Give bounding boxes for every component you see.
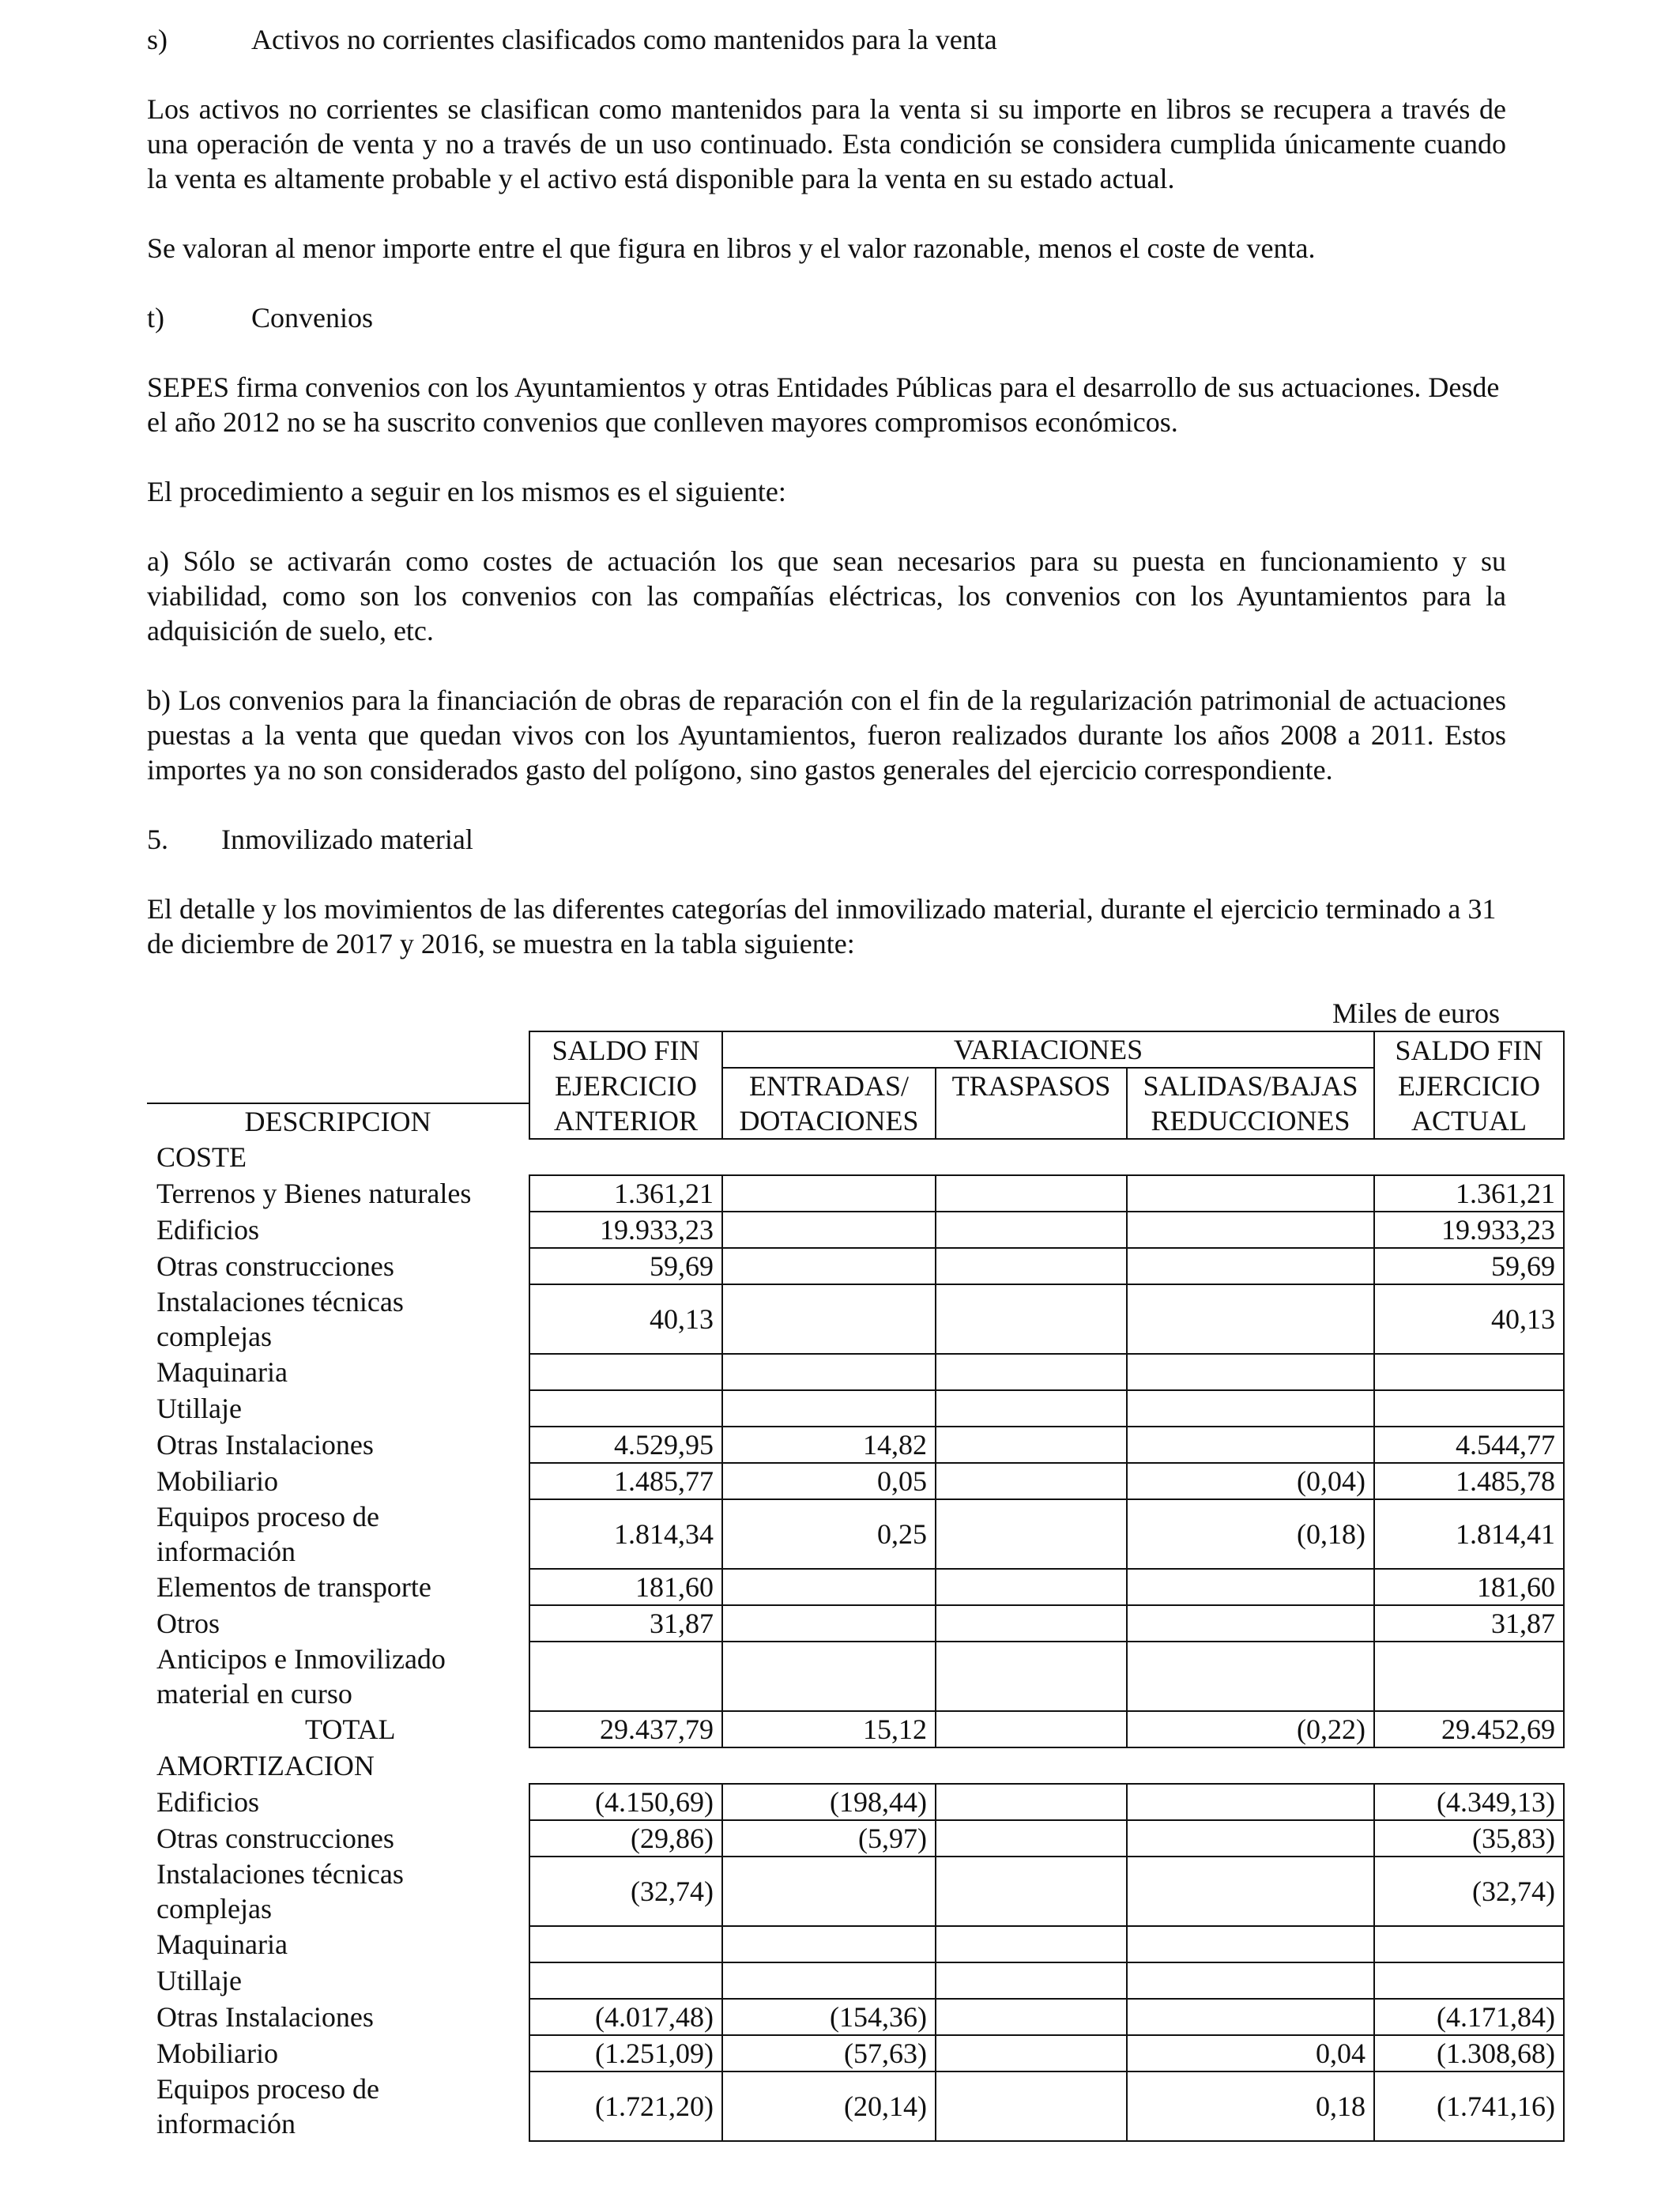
cell-actual: (35,83) [1374, 1820, 1564, 1857]
row-description: Otros [156, 1608, 220, 1639]
row-description: Edificios [156, 1214, 259, 1246]
cell-anterior: 4.529,95 [529, 1427, 722, 1463]
row-description: Edificios [156, 1786, 259, 1818]
cell-salidas [1127, 1820, 1374, 1857]
row-description: Elementos de transporte [156, 1571, 431, 1603]
cell-traspasos [936, 1569, 1127, 1605]
section-s-title: Activos no corrientes clasificados como mantenidos para la venta [251, 24, 997, 55]
document-page [147, 22, 1555, 2142]
section-s-number: s) [147, 24, 168, 55]
section-5-title: Inmovilizado material [221, 824, 473, 855]
cell-salidas [1127, 1284, 1374, 1354]
cell-anterior: 1.814,34 [529, 1499, 722, 1569]
cell-actual [1374, 1354, 1564, 1390]
cell-traspasos [936, 1999, 1127, 2035]
table-row [147, 2071, 1564, 2141]
fixed-assets-table [147, 1031, 1565, 2142]
header-saldo-actual-3: ACTUAL [1374, 1103, 1564, 1139]
section-t-heading [147, 300, 1506, 335]
table-header-row-3 [147, 1103, 1564, 1139]
row-description: Mobiliario [156, 1465, 278, 1497]
cell-traspasos [936, 1711, 1127, 1747]
cell-actual: 19.933,23 [1374, 1212, 1564, 1248]
cell-salidas [1127, 1784, 1374, 1820]
row-description: Otras construcciones [156, 1250, 394, 1282]
cell-anterior [529, 1390, 722, 1427]
cell-traspasos [936, 2035, 1127, 2071]
cell-anterior: 59,69 [529, 1248, 722, 1284]
section-t-paragraph-1: SEPES firma convenios con los Ayuntamientos y otras Entidades Públicas para el desarrollo de sus actuaciones. Desde el año 2012 no se ha suscrito convenios que conlleven mayores compromisos económicos. [147, 371, 1500, 438]
table-row [147, 1642, 1564, 1711]
cell-anterior: (32,74) [529, 1857, 722, 1926]
table-row [147, 1999, 1564, 2035]
cell-actual: (1.741,16) [1374, 2071, 1564, 2141]
header-saldo-anterior-2: EJERCICIO [529, 1068, 722, 1103]
cell-entradas [722, 1390, 936, 1427]
amortizacion-heading-row-label: AMORTIZACION [156, 1750, 375, 1781]
cell-actual [1374, 1642, 1564, 1711]
table-row [147, 1175, 1564, 1212]
row-description: Instalaciones técnicas complejas [156, 1286, 404, 1352]
cell-traspasos [936, 1463, 1127, 1499]
cell-anterior: 29.437,79 [529, 1711, 722, 1747]
table-row [147, 1820, 1564, 1857]
cell-entradas [722, 1175, 936, 1212]
section-t-paragraph-4: b) Los convenios para la financiación de obras de reparación con el fin de la regularización patrimonial de actuaciones puestas a la venta que quedan vivos con los Ayuntamientos, fueron realizados durante los años 2008 a 2011. Estos importes ya no son considerados gasto del polígono, sino gastos generales del ejercicio correspondiente. [147, 684, 1506, 786]
section-5-number: 5. [147, 824, 168, 855]
cell-anterior: (4.017,48) [529, 1999, 722, 2035]
cell-actual: 31,87 [1374, 1605, 1564, 1642]
cell-entradas: (5,97) [722, 1820, 936, 1857]
cell-entradas: (154,36) [722, 1999, 936, 2035]
cell-actual: 1.485,78 [1374, 1463, 1564, 1499]
cell-anterior [529, 1962, 722, 1999]
cell-entradas [722, 1642, 936, 1711]
coste-section [147, 1139, 1564, 1747]
table-header-row-1 [147, 1031, 1564, 1068]
cell-anterior: (1.251,09) [529, 2035, 722, 2071]
row-description: Maquinaria [156, 1356, 288, 1388]
row-description: Equipos proceso de información [156, 2073, 379, 2139]
cell-entradas: (20,14) [722, 2071, 936, 2141]
cell-actual: 29.452,69 [1374, 1711, 1564, 1747]
section-t-number: t) [147, 302, 164, 334]
cell-salidas: (0,18) [1127, 1499, 1374, 1569]
cell-actual: (4.171,84) [1374, 1999, 1564, 2035]
row-description: Otras Instalaciones [156, 1429, 374, 1461]
cell-entradas [722, 1248, 936, 1284]
section-t-paragraph-3: a) Sólo se activarán como costes de actuación los que sean necesarios para su puesta en funcionamiento y su viabilidad, como son los convenios con las compañías eléctricas, los convenios con los Ayuntamientos para la adquisición de suelo, etc. [147, 545, 1506, 647]
table-row [147, 1605, 1564, 1642]
cell-entradas [722, 1605, 936, 1642]
row-description: Utillaje [156, 1965, 242, 1996]
header-saldo-actual-2: EJERCICIO [1374, 1068, 1564, 1103]
cell-traspasos [936, 1926, 1127, 1962]
header-descripcion: DESCRIPCION [244, 1106, 431, 1137]
table-row [147, 1962, 1564, 1999]
cell-salidas [1127, 1427, 1374, 1463]
cell-entradas: (198,44) [722, 1784, 936, 1820]
header-salidas-2: REDUCCIONES [1127, 1103, 1374, 1139]
row-description: Utillaje [156, 1393, 242, 1424]
section-5-heading [147, 822, 1506, 857]
cell-salidas [1127, 1212, 1374, 1248]
cell-actual: 1.814,41 [1374, 1499, 1564, 1569]
table-header-row-2 [147, 1068, 1564, 1103]
cell-anterior: 31,87 [529, 1605, 722, 1642]
cell-traspasos [936, 1212, 1127, 1248]
cell-entradas: 0,05 [722, 1463, 936, 1499]
cell-salidas [1127, 1175, 1374, 1212]
cell-actual [1374, 1926, 1564, 1962]
table-row [147, 1463, 1564, 1499]
section-5-paragraph-1: El detalle y los movimientos de las diferentes categorías del inmovilizado material, durante el ejercicio terminado a 31 de diciembre de 2017 y 2016, se muestra en la tabla siguiente: [147, 893, 1497, 959]
cell-entradas [722, 1857, 936, 1926]
row-description: Terrenos y Bienes naturales [156, 1178, 472, 1209]
cell-traspasos [936, 1175, 1127, 1212]
header-saldo-anterior-3: ANTERIOR [529, 1103, 722, 1139]
cell-entradas [722, 1284, 936, 1354]
cell-traspasos [936, 1354, 1127, 1390]
coste-heading-row-label: COSTE [156, 1141, 247, 1173]
row-description: Equipos proceso de información [156, 1501, 379, 1567]
row-description: TOTAL [305, 1713, 396, 1745]
header-traspasos: TRASPASOS [936, 1068, 1127, 1103]
table-row [147, 1390, 1564, 1427]
cell-traspasos [936, 1499, 1127, 1569]
cell-actual: 1.361,21 [1374, 1175, 1564, 1212]
table-row [147, 2035, 1564, 2071]
amortizacion-heading-row [147, 1747, 1564, 1784]
cell-traspasos [936, 1605, 1127, 1642]
cell-salidas [1127, 1248, 1374, 1284]
cell-salidas: (0,04) [1127, 1463, 1374, 1499]
cell-anterior: 1.361,21 [529, 1175, 722, 1212]
cell-salidas [1127, 1390, 1374, 1427]
cell-anterior: 19.933,23 [529, 1212, 722, 1248]
cell-salidas: 0,04 [1127, 2035, 1374, 2071]
table-row [147, 1354, 1564, 1390]
table-units-label: Miles de euros [1332, 997, 1500, 1029]
cell-actual: 59,69 [1374, 1248, 1564, 1284]
cell-entradas [722, 1354, 936, 1390]
table-row [147, 1427, 1564, 1463]
cell-actual: (32,74) [1374, 1857, 1564, 1926]
row-description: Anticipos e Inmovilizado material en curso [156, 1643, 446, 1710]
cell-salidas: (0,22) [1127, 1711, 1374, 1747]
cell-salidas [1127, 1569, 1374, 1605]
row-description: Otras construcciones [156, 1823, 394, 1854]
header-salidas-1: SALIDAS/BAJAS [1127, 1068, 1374, 1103]
cell-traspasos [936, 2071, 1127, 2141]
cell-actual [1374, 1962, 1564, 1999]
cell-anterior: 40,13 [529, 1284, 722, 1354]
cell-salidas [1127, 1605, 1374, 1642]
section-s-paragraph-1: Los activos no corrientes se clasifican como mantenidos para la venta si su importe en libros se recupera a través de una operación de venta y no a través de un uso continuado. Esta condición se considera cumplida únicamente cuando la venta es altamente probable y el activo está disponible para la venta en su estado actual. [147, 93, 1506, 194]
total-row [147, 1711, 1564, 1747]
cell-traspasos [936, 1642, 1127, 1711]
cell-traspasos [936, 1427, 1127, 1463]
cell-entradas: 0,25 [722, 1499, 936, 1569]
cell-traspasos [936, 1284, 1127, 1354]
row-description: Maquinaria [156, 1928, 288, 1960]
table-row [147, 1212, 1564, 1248]
table-row [147, 1248, 1564, 1284]
header-variaciones: VARIACIONES [722, 1031, 1374, 1068]
table-row [147, 1926, 1564, 1962]
cell-salidas: 0,18 [1127, 2071, 1374, 2141]
cell-actual [1374, 1390, 1564, 1427]
cell-entradas [722, 1212, 936, 1248]
cell-anterior [529, 1354, 722, 1390]
cell-anterior: (1.721,20) [529, 2071, 722, 2141]
cell-anterior: (4.150,69) [529, 1784, 722, 1820]
cell-entradas [722, 1569, 936, 1605]
cell-entradas [722, 1926, 936, 1962]
coste-heading-row [147, 1139, 1564, 1175]
cell-actual: 4.544,77 [1374, 1427, 1564, 1463]
cell-salidas [1127, 1354, 1374, 1390]
cell-salidas [1127, 1999, 1374, 2035]
section-t-title: Convenios [251, 302, 374, 334]
cell-actual: 181,60 [1374, 1569, 1564, 1605]
cell-entradas: 15,12 [722, 1711, 936, 1747]
row-description: Mobiliario [156, 2038, 278, 2069]
cell-actual: (4.349,13) [1374, 1784, 1564, 1820]
cell-anterior: 181,60 [529, 1569, 722, 1605]
row-description: Otras Instalaciones [156, 2001, 374, 2033]
cell-actual: 40,13 [1374, 1284, 1564, 1354]
table-row [147, 1499, 1564, 1569]
cell-traspasos [936, 1390, 1127, 1427]
header-saldo-anterior-1: SALDO FIN [529, 1031, 722, 1068]
header-entradas-1: ENTRADAS/ [722, 1068, 936, 1103]
cell-entradas: (57,63) [722, 2035, 936, 2071]
cell-anterior: (29,86) [529, 1820, 722, 1857]
section-s-heading [147, 22, 1506, 57]
cell-anterior [529, 1642, 722, 1711]
cell-traspasos [936, 1248, 1127, 1284]
amortizacion-section [147, 1747, 1564, 2141]
header-saldo-actual-1: SALDO FIN [1374, 1031, 1564, 1068]
cell-traspasos [936, 1784, 1127, 1820]
table-row [147, 1569, 1564, 1605]
cell-entradas [722, 1962, 936, 1999]
cell-actual: (1.308,68) [1374, 2035, 1564, 2071]
cell-salidas [1127, 1962, 1374, 1999]
table-row [147, 1284, 1564, 1354]
cell-salidas [1127, 1642, 1374, 1711]
header-entradas-2: DOTACIONES [722, 1103, 936, 1139]
table-row [147, 1857, 1564, 1926]
cell-traspasos [936, 1820, 1127, 1857]
cell-entradas: 14,82 [722, 1427, 936, 1463]
cell-anterior [529, 1926, 722, 1962]
table-row [147, 1784, 1564, 1820]
section-t-paragraph-2: El procedimiento a seguir en los mismos es el siguiente: [147, 476, 786, 507]
cell-traspasos [936, 1857, 1127, 1926]
cell-salidas [1127, 1857, 1374, 1926]
row-description: Instalaciones técnicas complejas [156, 1858, 404, 1924]
cell-anterior: 1.485,77 [529, 1463, 722, 1499]
section-s-paragraph-2: Se valoran al menor importe entre el que figura en libros y el valor razonable, menos el coste de venta. [147, 232, 1316, 264]
cell-traspasos [936, 1962, 1127, 1999]
cell-salidas [1127, 1926, 1374, 1962]
